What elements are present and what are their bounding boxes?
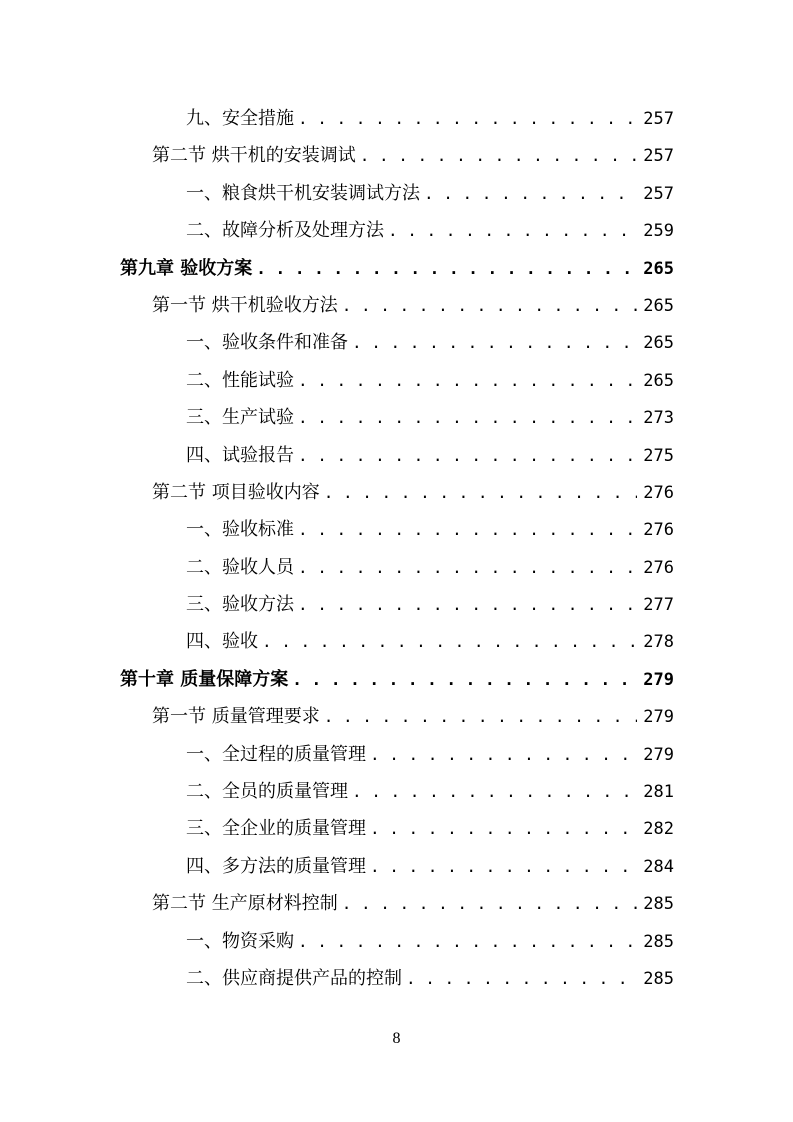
toc-dot-leader bbox=[360, 137, 638, 174]
toc-dot-leader bbox=[324, 698, 638, 735]
toc-entry-title: 第一节 烘干机验收方法 bbox=[152, 294, 338, 316]
toc-subsection-entry[interactable] bbox=[120, 810, 674, 847]
toc-subsection-entry[interactable] bbox=[120, 773, 674, 810]
toc-entry-title: 第二节 烘干机的安装调试 bbox=[152, 145, 356, 167]
toc-subsection-entry[interactable] bbox=[120, 549, 674, 586]
toc-subsection-entry[interactable] bbox=[120, 324, 674, 361]
toc-entry-title: 二、故障分析及处理方法 bbox=[186, 220, 384, 242]
toc-entry-page-number: 257 bbox=[643, 109, 674, 129]
toc-entry-title: 第二节 生产原材料控制 bbox=[152, 893, 338, 915]
toc-subsection-entry[interactable] bbox=[120, 175, 674, 212]
toc-subsection-entry[interactable] bbox=[120, 623, 674, 660]
toc-section-entry[interactable] bbox=[120, 885, 674, 922]
toc-subsection-entry[interactable] bbox=[120, 511, 674, 548]
toc-section-entry[interactable] bbox=[120, 474, 674, 511]
toc-dot-leader bbox=[370, 848, 637, 885]
toc-entry-page-number: 276 bbox=[643, 520, 674, 541]
toc-entry-title: 四、验收 bbox=[186, 631, 258, 653]
toc-subsection-entry[interactable] bbox=[120, 362, 674, 399]
toc-subsection-entry[interactable] bbox=[120, 399, 674, 436]
toc-entry-title: 第一节 质量管理要求 bbox=[152, 706, 320, 728]
toc-subsection-entry[interactable] bbox=[120, 586, 674, 623]
toc-entry-title: 一、全过程的质量管理 bbox=[186, 743, 366, 765]
toc-dot-leader bbox=[370, 736, 637, 773]
toc-entry-page-number: 265 bbox=[643, 370, 674, 391]
table-of-contents bbox=[120, 100, 674, 997]
toc-dot-leader bbox=[370, 810, 637, 847]
toc-entry-title: 一、物资采购 bbox=[186, 930, 294, 952]
toc-entry-page-number: 281 bbox=[643, 782, 674, 803]
toc-dot-leader bbox=[256, 250, 637, 287]
toc-entry-title: 四、多方法的质量管理 bbox=[186, 855, 366, 877]
toc-entry-page-number: 285 bbox=[643, 968, 674, 989]
toc-entry-title: 九、安全措施 bbox=[186, 108, 294, 129]
toc-dot-leader bbox=[298, 549, 637, 586]
toc-entry-title: 二、验收人员 bbox=[186, 556, 294, 578]
toc-entry-page-number: 257 bbox=[643, 183, 674, 204]
toc-entry-title: 一、验收条件和准备 bbox=[186, 332, 348, 354]
toc-dot-leader bbox=[324, 474, 638, 511]
toc-entry-title: 第二节 项目验收内容 bbox=[152, 481, 320, 503]
toc-entry-title: 四、试验报告 bbox=[186, 444, 294, 466]
toc-entry-page-number: 265 bbox=[643, 258, 674, 279]
toc-entry-page-number: 276 bbox=[643, 557, 674, 578]
toc-entry-page-number: 282 bbox=[643, 819, 674, 840]
toc-section-entry[interactable] bbox=[120, 137, 674, 174]
toc-entry-page-number: 284 bbox=[643, 856, 674, 877]
toc-subsection-entry[interactable] bbox=[120, 848, 674, 885]
toc-dot-leader bbox=[298, 586, 637, 623]
toc-section-entry[interactable] bbox=[120, 698, 674, 735]
toc-entry-title: 二、供应商提供产品的控制 bbox=[186, 967, 402, 989]
toc-entry-page-number: 257 bbox=[643, 146, 674, 167]
toc-entry-page-number: 276 bbox=[643, 482, 674, 503]
toc-entry-title: 三、全企业的质量管理 bbox=[186, 818, 366, 840]
toc-subsection-entry[interactable] bbox=[120, 100, 674, 137]
toc-entry-title: 第十章 质量保障方案 bbox=[120, 668, 289, 690]
toc-entry-title: 第九章 验收方案 bbox=[120, 257, 253, 279]
toc-dot-leader bbox=[352, 773, 637, 810]
toc-dot-leader bbox=[298, 923, 637, 960]
toc-entry-title: 二、性能试验 bbox=[186, 369, 294, 391]
toc-entry-page-number: 265 bbox=[643, 333, 674, 354]
toc-entry-page-number: 285 bbox=[643, 894, 674, 915]
toc-dot-leader bbox=[298, 100, 637, 137]
toc-dot-leader bbox=[342, 287, 638, 324]
toc-subsection-entry[interactable] bbox=[120, 960, 674, 997]
toc-entry-page-number: 275 bbox=[643, 445, 674, 466]
toc-entry-title: 一、验收标准 bbox=[186, 519, 294, 541]
toc-entry-title: 一、粮食烘干机安装调试方法 bbox=[186, 182, 420, 204]
toc-entry-page-number: 279 bbox=[643, 669, 674, 690]
toc-section-entry[interactable] bbox=[120, 287, 674, 324]
toc-entry-page-number: 277 bbox=[643, 595, 674, 616]
toc-dot-leader bbox=[298, 362, 637, 399]
toc-entry-page-number: 265 bbox=[643, 295, 674, 316]
toc-entry-title: 三、生产试验 bbox=[186, 407, 294, 429]
toc-chapter-entry[interactable] bbox=[120, 661, 674, 698]
toc-entry-page-number: 278 bbox=[643, 632, 674, 653]
toc-dot-leader bbox=[352, 324, 637, 361]
toc-dot-leader bbox=[298, 437, 637, 474]
toc-dot-leader bbox=[298, 399, 637, 436]
toc-dot-leader bbox=[262, 623, 637, 660]
toc-entry-page-number: 285 bbox=[643, 931, 674, 952]
toc-chapter-entry[interactable] bbox=[120, 250, 674, 287]
toc-dot-leader bbox=[388, 212, 637, 249]
toc-dot-leader bbox=[406, 960, 637, 997]
toc-entry-page-number: 279 bbox=[643, 744, 674, 765]
toc-entry-page-number: 273 bbox=[643, 408, 674, 429]
toc-subsection-entry[interactable] bbox=[120, 437, 674, 474]
toc-entry-title: 三、验收方法 bbox=[186, 594, 294, 616]
toc-dot-leader bbox=[292, 661, 637, 698]
toc-dot-leader bbox=[424, 175, 637, 212]
toc-entry-title: 二、全员的质量管理 bbox=[186, 781, 348, 803]
toc-subsection-entry[interactable] bbox=[120, 212, 674, 249]
page-number: 8 bbox=[392, 1030, 401, 1047]
toc-dot-leader bbox=[298, 511, 637, 548]
toc-subsection-entry[interactable] bbox=[120, 736, 674, 773]
toc-subsection-entry[interactable] bbox=[120, 923, 674, 960]
toc-entry-page-number: 279 bbox=[643, 707, 674, 728]
toc-dot-leader bbox=[342, 885, 638, 922]
toc-entry-page-number: 259 bbox=[643, 221, 674, 242]
